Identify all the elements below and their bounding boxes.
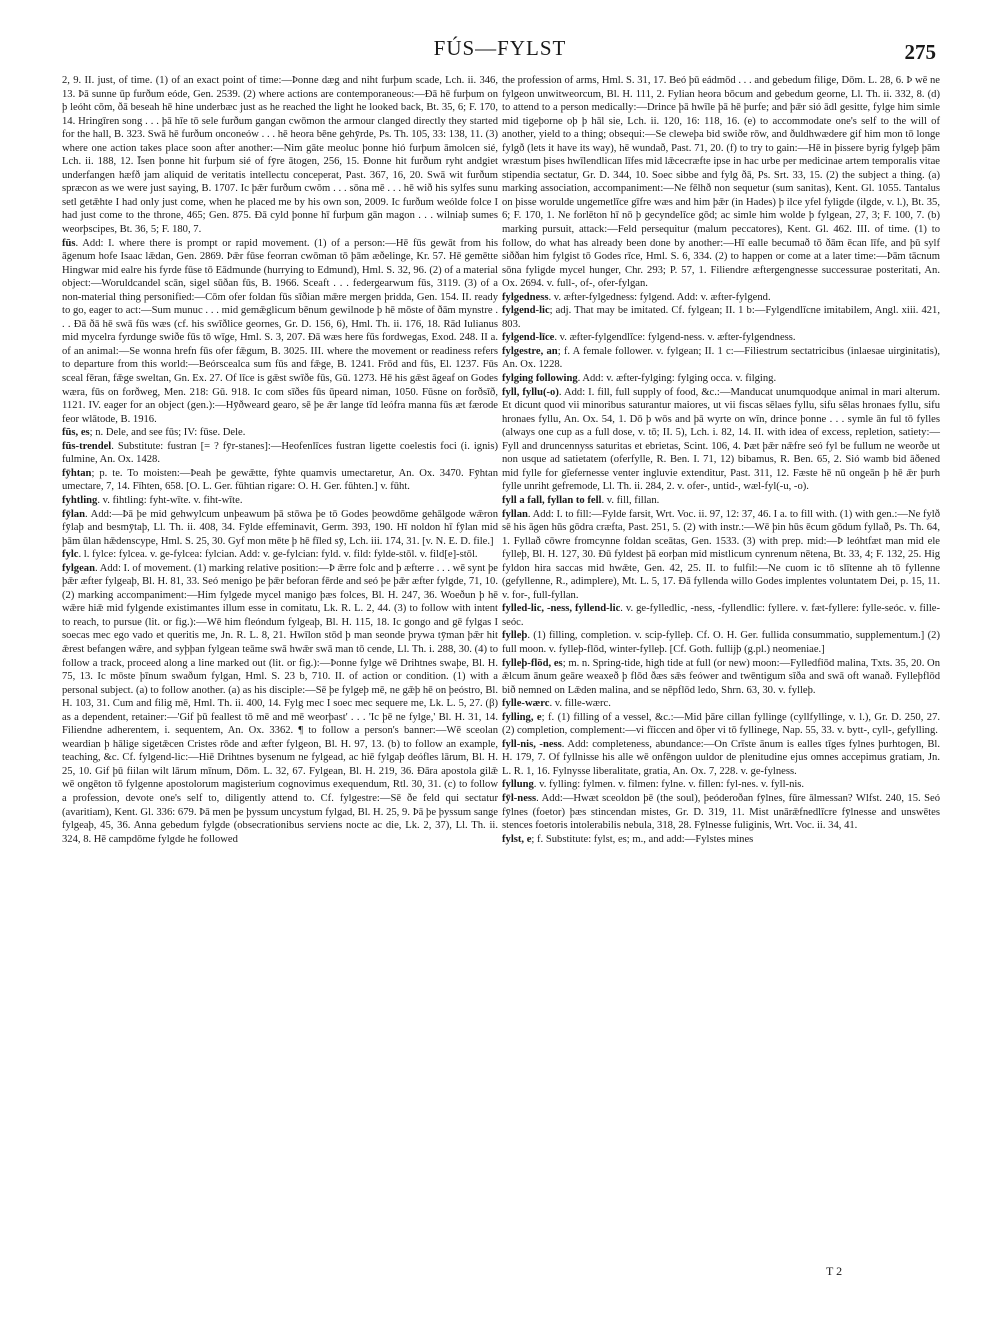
running-title: FÚS—FYLST (433, 36, 567, 60)
right-column (502, 74, 940, 846)
dictionary-entry (502, 372, 940, 386)
entry-body: . v. æfter-fylgedness: fylgend. Add: v. æfter-fylgend. (548, 291, 771, 303)
entry-headword: fylc (62, 549, 79, 561)
dictionary-entry (502, 345, 940, 372)
entry-headword: fūs, es (62, 427, 90, 439)
entry-body: . Add:—Hwæt sceoldon þē (the soul), þeóderoðan fȳlnes, fūre ālmessan? Wlfst. 240, 15. Seó fȳlnes (foetor) þæs stincendan mistes, Gr. D. 319, 11. Mist unārǣfnedlīcre fȳlnesse and unswētes stences foetoris intolerabilis nebula, 318, 28. Fȳlnesse fuliginis, Wrt. Voc. ii. 34, 41. (502, 792, 940, 832)
entry-body: . v. fihtling: fyht-wīte. v. fiht-wīte. (97, 494, 243, 506)
entry-body: . v. fylling: fylmen. v. filmen: fylne. v. fillen: fyl-nes. v. fyll-nis. (533, 779, 805, 791)
page-number: 275 (904, 40, 936, 64)
dictionary-entry (62, 237, 498, 427)
entry-headword: fyll-nis, -ness (502, 738, 562, 750)
dictionary-entry (502, 778, 940, 792)
running-head (0, 36, 1000, 64)
entry-headword: fylgedness (502, 291, 549, 303)
entry-body: . Add:—Þā þe mid gehwylcum unþeawum þā stōwa þe tō Godes þeowdōme gehālgode wǣron fȳlaþ and besmȳtaþ, Ll. Th. ii. 408, 34. Fȳlde effeminavit, Germ. 393, 190. Hī noldon hī fȳlan mid þām ūlan hǣdenscype, Hml. S. 25, 30. Gyf mon mēte þ hē fīled sȳ, Lch. iii. 174, 31. [v. N. E. D. file.] (62, 508, 498, 547)
entry-body: ; p. te. To moisten:—Þeah þe gewǣtte, fȳhte quamvis umectaretur, An. Ox. 3470. Fȳhtan umectare, 7, 14. Fīhten, 658. [O. L. Ger. fūhtian rigare: O. H. Ger. fūhten.] v. fūht. (62, 467, 498, 493)
entry-body: . v. ge-fylledlic, -ness, -fyllendlic: fyllere. v. fæt-fyllere: fylle-seóc. v. fille-seóc. (502, 603, 940, 628)
dictionary-entry (502, 291, 940, 305)
dictionary-entry (502, 508, 940, 603)
entry-body: . Add: I. to fill:—Fylde farsit, Wrt. Voc. ii. 97, 12: 37, 46. I a. to fill with. (1) with gen.:—Ne fylð sē his āgen hūs gōdra cræfta, Past. 251, 5. (2) with instr.:—Wē þin hūs ēcum gōdum fyllað, Ps. Th. 64, 1. Fyllað cōwre fromcynne foldan sceātas, Gen. 1533. (3) with prep. mid:—Þ leóhtfæt man mid ele fylleþ, Bl. H. 127, 30. Ðū fyldest þā eorþan mid mistlicum cynrenum nētena, Bt. 33, 4; F. 132, 25. Hig fyldon hira saccas mid hwǣte, Gen. 42, 25. II. to fulfil:—Ne cuom ic tō slītenne ah tō fyllenne (gefyllenne, R., adimplere), Mt. L. 5, 17. Ðā fyllenda willo Godes implentes voluntatem Dei, p. 15, 11. v. for-, full-fyllan. (502, 508, 940, 601)
entry-body: . v. æfter-fylgendlīce: fylgend-ness. v. æfter-fylgendness. (554, 332, 796, 344)
dictionary-entry (502, 304, 940, 331)
entry-headword: fylle-wærc (502, 698, 550, 710)
dictionary-entry (62, 440, 498, 467)
dictionary-entry (502, 629, 940, 656)
entry-body: . Add: v. æfter-fylging: fylging occa. v. filging. (577, 373, 777, 385)
dictionary-entry (502, 697, 940, 711)
entry-body: . v. fille-wærc. (549, 698, 611, 710)
dictionary-entry (502, 386, 940, 494)
entry-headword: fylleþ (502, 630, 528, 642)
entry-body: . Substitute: fustran [= ? fȳr-stanes]:—Heofenlīces fustran ligette coelestis foci (i. ignis) fulmine, An. Ox. 1428. (62, 440, 498, 466)
dictionary-entry (62, 562, 498, 846)
entry-headword: fylgend-lic (502, 305, 550, 317)
dictionary-entry (502, 657, 940, 698)
dictionary-entry (502, 331, 940, 345)
dictionary-entry (502, 602, 940, 629)
entry-headword: fȳl-ness (502, 792, 537, 804)
dictionary-entry (502, 792, 940, 833)
dictionary-entry (502, 738, 940, 779)
entry-headword: fūs (62, 237, 76, 249)
dictionary-entry (62, 508, 498, 549)
dictionary-entry: the profession of arms, Hml. S. 31, 17. Beó þū eádmōd . . . and gebedum filige, Dōm. L. 28, 6. Þ wē ne fylgeon unwitweorcum, Bl. H. 111, 2. Fylian heora bōcum and gebedum georne, Ll. Th. ii. 332, 8. (d) to attend to a person medically:—Drince þā hwīle þā hē þurfe; and þǣr sió ādl gesitte, fylge him simle mid tigeþorne oþ þ hāl sie, Lch. ii. 120, 16: 118, 16. (e) to accommodate one's self to the will of another, yield to a thing; obsequi:—Se cleweþa bid swiðe rōw, and ðuldhwædere gif him mon tō longe fylgð (lets it have its way), hē wundað, Past. 71, 20. (f) to try to gain:—Hē in þissere byrig fylgeþ þām wræstum þises hwīlendlican līfes mid lǣcecræfte ipse in hac urbe per medicinae artem temporalis vitae stipendia sectatur, Gr. D. 344, 10. Soec sibbe and fylg ðā, Ps. Srt. 33, 15. (2) the subject a thing. (a) marking association, accompaniment:—Ne fēlhð non sequetur (sum sanitas), Kent. Gl. 1055. Tantalus on þisse worulde ungemetlīce gīfre wæs and him þǣr (in Hades) þ ilce yfel fyligde (ilgde, v. l.), Bt. 35, 6; F. 170, 1. Ne forlēton hī nō þ gecyndelīce gōd; ac simle him wolde þ fylgean, 27, 3; F. 100, 7. (b) marking pursuit, attack:—Feld persequitur (malum peccatores), Kent. Gl. 462. III. of time. (1) to follow, do what has already been done by another:—Hī ealle becumað tō ðām ēcan līfe, and þū sylf siððan him fylgist tō Godes rīce, Hml. S. 6, 334. (2) to happen or come at a later time:—Þām tācnum sōna fyligde mycel hunger, Chr. 293; P. 57, 1. Filiendre æftergengnesse successurae posteritati, An. Ox. 2694. v. full-, of-, ofer-fylgan. (502, 75, 940, 290)
left-column (62, 74, 498, 846)
entry-body: ; m. n. Spring-tide, high tide at full (or new) moon:—Fylledfiōd malina, Txts. 35, 20. On ǣlcum ānum geāre weaxeð þ flōd ðæs sǣs feówer and twēntigum sīða and swā oft wanað. Fylleþflōd bið nemned on Lǣden malina, and se nēpflōd ledo, Shrn. 63, 30. v. fylleþ. (502, 657, 940, 696)
entry-body: ; n. Dele, and see fūs; IV: fūse. Dele. (89, 427, 246, 439)
entry-headword: fylgean (62, 562, 95, 574)
entry-headword: fyhtling (62, 494, 98, 506)
entry-headword: fylgestre, an (502, 345, 558, 357)
entry-body: . Add: completeness, abundance:—On Crīste ānum is ealles tīges fylnes þurhtogen, Bl. H. 179, 7. Of fyllnisse his alle wē onfēngon uuldor de plenitudine ejus omnes accepimus gratiam, Jn. L. R. 1, 16. Fylnysse liberalitate, gratia, An. Ox. 7, 228. v. ge-fylness. (502, 738, 940, 777)
dictionary-entry (62, 426, 498, 440)
entry-headword: fylging following (502, 373, 578, 385)
dictionary-entry: 2, 9. II. just, of time. (1) of an exact point of time:—Þonne dæg and niht furþum scade, Lch. ii. 346, 13. Þā sunne ūp furðum eóde, Gen. 2539. (2) where actions are contemporaneous:—Ðā hē furþum on þ leóht cōm, ðā beseah hē hine underbæc just as he reached the light he looked back, Bt. 35, 6; F. 170, 14. Hringīren song . . . þā hīe tō sele furðum gangan cwōmon the armour clanged directly they started for the hall, B. 323. Swā hē furðum onconeów . . . hē heora bēne gehȳrde, Ps. Th. 105, 33: 138, 11. (3) where one action takes place soon after another:—Nim gāte meoluc þonne hió furþum āmolcen sié, Lch. ii. 188, 12. Īsen þonne hit furþum sié of fȳre ātogen, 256, 15. Ðonne hit furðum ryht andgiet underfangen hæfð jam aliquid de veritatis intellectu conceperat, Past. 367, 16, 20. Swā wit furðum spræcon as we were just saying, B. 1707. Ic þǣr furðum cwōm . . . sōna mē . . . hē wið his sylfes sunu setl getǣhte I had only just come, when he placed me by his own son, 2009. Ic furðum weólde folce I had just come to the throne, 465; Gen. 875. Ðā cyld þonne hī furþum gān magon . . . wilniaþ sumes weorþscipes, Bt. 36, 5; F. 180, 7. (62, 75, 498, 236)
entry-body: ; adj. That may be imitated. Cf. fylgean; II. 1 b:—Fylgendlīcne imitabilem, Angl. xiii. 421, 803. (502, 305, 940, 330)
dictionary-entry (62, 494, 498, 508)
entry-body: . v. fill, fillan. (601, 494, 660, 506)
entry-body: . l. fylce: fylcea. v. ge-fylcea: fylcian. Add: v. ge-fylcian: fyld. v. fild: fylde-stōl. v. fild[e]-stōl. (78, 549, 478, 561)
dictionary-entry (502, 833, 940, 847)
entry-headword: fylst, e (502, 833, 532, 845)
entry-body: ; f. (1) filling of a vessel, &c.:—Mid þāre cillan fyllinge (cyllfyllinge, v. l.), Gr. D. 250, 27. (2) completion, complement:—vi fīiccen and ōþer vi tō fyllinege, Nap. 55, 33. v. bytt-, cyll-, gefylling. (502, 711, 941, 737)
entry-body: ; f. A female follower. v. fylgean; II. 1 c:—Filiestrum sectatricibus (inlaesae uirginitatis), An. Ox. 1228. (502, 345, 941, 371)
entry-headword: fyll, fyllu(-o) (502, 386, 559, 398)
entry-headword: fylleþ-flōd, es (502, 657, 563, 669)
entry-headword: fyllan (502, 508, 528, 520)
entry-headword: fȳhtan (62, 467, 92, 479)
entry-body: . Add: I. of movement. (1) marking relative position:—Þ ǣrre folc and þ æfterre . . . wē synt þe þǣr æfter fylgeaþ, Bl. H. 81, 33. Seó menigo þe þǣr beforan fērde and seó þe þǣr æfter fylgde, 71, 10. (2) marking accompaniment:—Him fylgede mycel manigo þæs folces, Bl. H. 247, 36. Woeðun þ hē wǣre hiǣ mid fylgende existimantes illum esse in comitatu, Lk. R. L. 2, 44. (3) to follow with intent to reach, to pursue (lit. or fig.):—Wē him fleóndum fylgeaþ, Bl. H. 115, 18. Ic gongo and gē fylgas I soecas mec ego vado et queritis me, Jn. R. L. 8, 21. Hwīlon stōd þ man seonde þrywa tȳman þǣr hit ǣrest befangen wǣre, and syþþan fylgean teāme swā hwǣr swā man tō cende, Ll. Th. i. 288, 30. (4) to follow a track, proceed along a line marked out (lit. or fig.):—Þonne fylge wē Drihtnes swaþe, Bl. H. 75, 13. Ic mōste þīnum swaðum fylgan, Hml. S. 23 b, 710. II. of action or condition. (1) with a personal subject. (a) to follow another. (a) as his disciple:—Sē þe fylgeþ mē, ne gǣþ hē on þeóstro, Bl. H. 103, 31. Cum and filig mē, Hml. Th. ii. 400, 14. Fylg mec I soec mec sequere me, Lk. L. 5, 27. (β) as a dependent, retainer:—'Gif þū feallest tō mē and mē weorþast' . . . 'Ic þē ne fylge,' Bl. H. 31, 14. Filiendne adherentem, i. sequentem, An. Ox. 3362. ¶ to follow a person's banner:—Wē sceolan weardian þ hālige sigetǣcen Cristes rōde and æfter fylgeon, Bl. H. 97, 13. (b) to follow an example, teaching, &c. Cf. fylgend-lic:—Hiē Drihtnes bysenum ne fylgead, ac hiē fylgaþ deófles lārum, Bl. H. 25, 10. Gif þū fiilan wilt lārum mīnum, Dōm. L. 32, 67. Fylgean, Bl. H. 219, 36. Ðāra apostola gilǣ wē ongēton tō fylgenne apostolorum magisterium cognovimus exequendum, Rtl. 30, 31. (c) to follow a profession, devote one's self to, diligently attend to. Cf. fylgestre:—Sē ðe feld qui sectatur (avaritiam), Kent. Gl. 336: 679. Þā men þe þyssum uncystum fylgad, Bl. H. 25, 9. Þā þe þyssum sange fylgeaþ, 45, 36. Anna gebedum fylgde (obsecrationibus serviens nocte ac die, Lk. 2, 37), Ll. Th. ii. 324, 8. Hē campdōme fylgde he followed (62, 562, 498, 845)
entry-headword: fylgend-līce (502, 332, 555, 344)
entry-headword: fūs-trendel (62, 440, 112, 452)
dictionary-entry (502, 494, 940, 508)
entry-body: . Add: I. where there is prompt or rapid movement. (1) of a person:—Hē fūs gewāt from his āgenum hofe Isaac lǣdan, Gen. 2869. Þǣr fūse feorran cwōman tō þām æðelinge, Kr. 57. Hē gemētte Hingwar mid ealre his fyrde fūse tō Eādmunde (hurrying to Edmund), Hml. S. 32, 96. (2) of a material object:—Woruldcandel scān, sigel sūðan fūs, B. 1966. Sceaft . . . federgearwum fūs, 3119. (3) of a non-material thing personified:—Cōm ofer foldan fūs sīðian mǣre mergen þridda, Gen. 154. II. ready to go, eager to act:—Sum munuc . . . mid gemǣglicum bēnum gewilnode þ hē mōste of ðām mynstre . . . Ðā ðā hē swā fūs wæs (cf. his swīðlice geornes, Gr. D. 156, 6), Hml. Th. ii. 176, 18. Rād Iulianus mid mycelra fyrdunge swiðe fūs tō wīge, Hml. S. 3, 207. Ðā wæs here fūs fordwegas, Exod. 248. II a. of an animal:—Se wonna hrefn fūs ofer fǣgum, B. 3025. III. where the movement or readiness refers to departure from this world:—Beórscealca sum fūs and fǣge, B. 1241. Frōd and fūs, El. 1237. Fūs sceal fēran, fǣge sweltan, Gn. Ex. 27. Of līce is gǣst swīðe fūs, Gū. 1273. Hē his gǣst āgeaf on Godes wæra, fūs on forðweg, Men. 218: Gū. 918. Ic com sīðes fūs ūpeard niman, 1050. Fūsne on forðsīð, 1121. IV. eager for an object (gen.):—Hȳðweard gearo, sē þe ǣr lange tīd leófra manna fūs æt færode feor wlātode, B. 1916. (62, 237, 498, 425)
dictionary-entry (62, 467, 498, 494)
entry-headword: fylled-lic, -ness, fyllend-lic (502, 603, 621, 615)
entry-headword: fyllung (502, 779, 534, 791)
dictionary-entry (62, 548, 498, 562)
signature-mark: T 2 (826, 1264, 843, 1278)
entry-headword: fȳlan (62, 508, 85, 520)
entry-body: . Add: I. fill, full supply of food, &c.:—Manducat unumquodque animal in mari alterum. Et dicunt quod vii minoribus saturantur maiores, ut vii fiscas sēlaes fyllu, sifu sēlas hronaes fyllu, sifu hronaes fyllu, An. Ox. 54, 1. Dō þ wōs and þā wyrte on wīn, drince þonne . . . symle ān ful tō fylles (always one cup as a full dose, v. tō; II. 5), Lch. i. 82, 14. II. with idea of excess, repletion, satiety:—Fyll and druncennyss saturitas et ebrietas, Scint. 106, 4. Þæt þǣr nǣfre seó fyl be fullum ne weorðe ut non usque ad satietatem (oferfylle, R. Ben. I. 71, 12) bibamus, R. Ben. 65, 2. Sió wamb bid āðened mid fylle for gīefernesse venter ingluvie extenditur, Past. 311, 12. Fæste hē nū ongeān þ hē ǣr þurh fylle unriht gefremode, Ll. Th. ii. 284, 2. v. ofer-, untid-, wæl-fyl(-u, -o). (502, 386, 940, 493)
entry-headword: fylling, e (502, 711, 542, 723)
dictionary-entry (502, 711, 940, 738)
entry-body: . (1) filling, completion. v. scip-fylleþ. Cf. O. H. Ger. fullida consummatio, supplementum.] (2) full moon. v. fylleþ-flōd, winter-fylleþ. [Cf. Goth. fullijþ (g.pl.) neomeniae.] (502, 630, 940, 655)
entry-headword: fyll a fall, fyllan to fell (502, 494, 602, 506)
entry-body: ; f. Substitute: fylst, es; m., and add:—Fylstes mines (531, 833, 754, 845)
